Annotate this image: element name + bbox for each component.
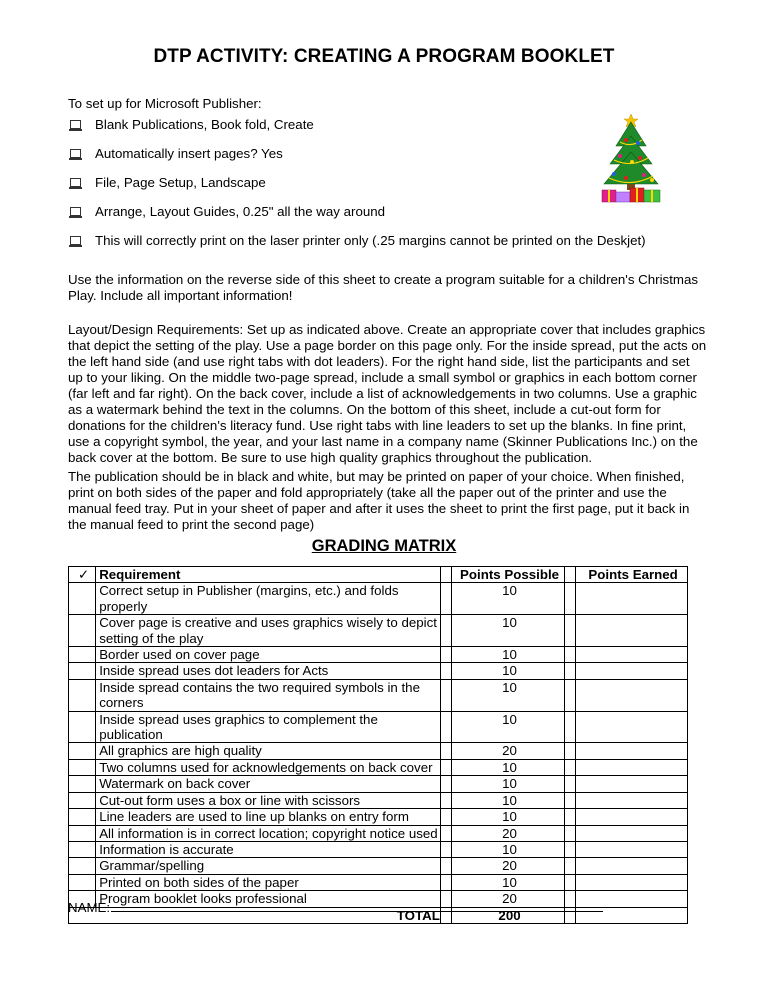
setup-intro: To set up for Microsoft Publisher: (68, 96, 262, 111)
table-row (69, 647, 688, 663)
points-earned-cell[interactable] (576, 759, 688, 775)
check-cell[interactable] (69, 583, 96, 615)
points-possible-cell: 10 (452, 759, 564, 775)
table-row (69, 615, 688, 647)
table-row (69, 583, 688, 615)
requirement-cell: Printed on both sides of the paper (96, 874, 441, 890)
points-earned-cell[interactable] (576, 841, 688, 857)
name-label: NAME: (68, 900, 111, 915)
requirement-cell: Inside spread uses graphics to complement the publication (96, 711, 441, 743)
points-possible-cell: 10 (452, 663, 564, 679)
computer-bullet-icon (70, 149, 81, 158)
points-earned-cell[interactable] (576, 615, 688, 647)
points-possible-cell: 10 (452, 711, 564, 743)
points-earned-cell[interactable] (576, 809, 688, 825)
table-row (69, 663, 688, 679)
table-row (69, 679, 688, 711)
points-possible-cell: 10 (452, 583, 564, 615)
header-points-earned: Points Earned (576, 567, 688, 583)
page-title: DTP ACTIVITY: CREATING A PROGRAM BOOKLET (153, 46, 615, 67)
points-possible-cell: 20 (452, 891, 564, 907)
setup-step: File, Page Setup, Landscape (95, 175, 266, 190)
points-possible-cell: 20 (452, 743, 564, 759)
setup-step: This will correctly print on the laser printer only (.25 margins cannot be printed on the Deskjet) (95, 233, 646, 248)
points-earned-cell[interactable] (576, 647, 688, 663)
points-possible-cell: 10 (452, 647, 564, 663)
table-row (69, 776, 688, 792)
check-cell[interactable] (69, 647, 96, 663)
grading-matrix-table (68, 566, 688, 924)
check-cell[interactable] (69, 711, 96, 743)
points-earned-cell[interactable] (576, 776, 688, 792)
points-possible-cell: 10 (452, 841, 564, 857)
table-row (69, 743, 688, 759)
table-header-row (69, 567, 688, 583)
check-cell[interactable] (69, 792, 96, 808)
requirement-cell: Inside spread uses dot leaders for Acts (96, 663, 441, 679)
table-row (69, 858, 688, 874)
table-row (69, 825, 688, 841)
requirement-cell: Grammar/spelling (96, 858, 441, 874)
computer-bullet-icon (70, 120, 81, 129)
name-blank-line[interactable] (111, 899, 603, 912)
requirement-cell: Program booklet looks professional (96, 891, 441, 907)
table-row (69, 759, 688, 775)
total-value: 200 (452, 907, 564, 923)
grading-matrix-title: GRADING MATRIX (311, 537, 457, 555)
table-row (69, 809, 688, 825)
table-row (69, 841, 688, 857)
requirement-cell: All information is in correct location; copyright notice used (96, 825, 441, 841)
layout-requirements-paragraph: Layout/Design Requirements: Set up as indicated above. Create an appropriate cover that includes graphics that depict the setting of the play. Use a page border on this page only. For the inside spread, put the acts on the left hand side (and use right tabs with dot leaders). For the right hand side, list the participants and set up to your liking. On the middle two-page spread, include a small symbol or graphics in each bottom corner (far left and far right). On the back cover, include a list of acknowledgements in two columns. Use a graphic as a watermark behind the text in the columns. On the bottom of this sheet, include a cut-out form for donations for the children's literacy fund. Use right tabs with line leaders to set up the blanks. In fine print, use a copyright symbol, the year, and your last name in a company name (Skinner Publications Inc.) on the back cover at the bottom. Be sure to use high quality graphics throughout the publication. (68, 322, 707, 465)
total-label: TOTAL (69, 907, 441, 923)
christmas-tree-icon (596, 112, 666, 208)
check-mark-icon: ✓ (69, 567, 96, 583)
points-possible-cell: 10 (452, 792, 564, 808)
check-cell[interactable] (69, 858, 96, 874)
header-points-possible: Points Possible (452, 567, 564, 583)
computer-bullet-icon (70, 236, 81, 245)
requirement-cell: Border used on cover page (96, 647, 441, 663)
requirement-cell: Inside spread contains the two required symbols in the corners (96, 679, 441, 711)
requirement-cell: Information is accurate (96, 841, 441, 857)
points-earned-cell[interactable] (576, 858, 688, 874)
points-earned-cell[interactable] (576, 583, 688, 615)
points-earned-cell[interactable] (576, 825, 688, 841)
points-earned-cell[interactable] (576, 679, 688, 711)
check-cell[interactable] (69, 759, 96, 775)
requirement-cell: Line leaders are used to line up blanks on entry form (96, 809, 441, 825)
check-cell[interactable] (69, 874, 96, 890)
points-earned-cell[interactable] (576, 792, 688, 808)
points-possible-cell: 10 (452, 615, 564, 647)
table-row (69, 792, 688, 808)
computer-bullet-icon (70, 207, 81, 216)
points-earned-cell[interactable] (576, 743, 688, 759)
points-possible-cell: 10 (452, 874, 564, 890)
points-possible-cell: 20 (452, 825, 564, 841)
points-earned-cell[interactable] (576, 663, 688, 679)
requirement-cell: Cover page is creative and uses graphics wisely to depict setting of the play (96, 615, 441, 647)
requirement-cell: Correct setup in Publisher (margins, etc.) and folds properly (96, 583, 441, 615)
check-cell[interactable] (69, 679, 96, 711)
check-cell[interactable] (69, 743, 96, 759)
points-possible-cell: 10 (452, 776, 564, 792)
intro-paragraph: Use the information on the reverse side of this sheet to create a program suitable for a children's Christmas Play. Include all important information! (68, 272, 699, 303)
check-cell[interactable] (69, 825, 96, 841)
header-requirement: Requirement (96, 567, 441, 583)
check-cell[interactable] (69, 841, 96, 857)
points-possible-cell: 10 (452, 679, 564, 711)
check-cell[interactable] (69, 615, 96, 647)
computer-bullet-icon (70, 178, 81, 187)
requirement-cell: Two columns used for acknowledgements on back cover (96, 759, 441, 775)
points-earned-cell[interactable] (576, 711, 688, 743)
requirement-cell: Cut-out form uses a box or line with scissors (96, 792, 441, 808)
setup-step: Automatically insert pages? Yes (95, 146, 283, 161)
requirement-cell: All graphics are high quality (96, 743, 441, 759)
table-row (69, 874, 688, 890)
setup-step: Arrange, Layout Guides, 0.25" all the way around (95, 204, 386, 219)
setup-step: Blank Publications, Book fold, Create (95, 117, 314, 132)
printing-instructions-paragraph: The publication should be in black and white, but may be printed on paper of your choice. When finished, print on both sides of the paper and fold appropriately (take all the paper out of the printer and use the manual feed tray. Put in your sheet of paper and after it uses the sheet to print the first page, put it back in the manual feed to print the second page) (68, 469, 690, 532)
check-cell[interactable] (69, 663, 96, 679)
requirement-cell: Watermark on back cover (96, 776, 441, 792)
check-cell[interactable] (69, 776, 96, 792)
points-possible-cell: 10 (452, 809, 564, 825)
table-row (69, 711, 688, 743)
points-earned-cell[interactable] (576, 874, 688, 890)
points-possible-cell: 20 (452, 858, 564, 874)
name-field[interactable] (68, 899, 603, 915)
check-cell[interactable] (69, 809, 96, 825)
